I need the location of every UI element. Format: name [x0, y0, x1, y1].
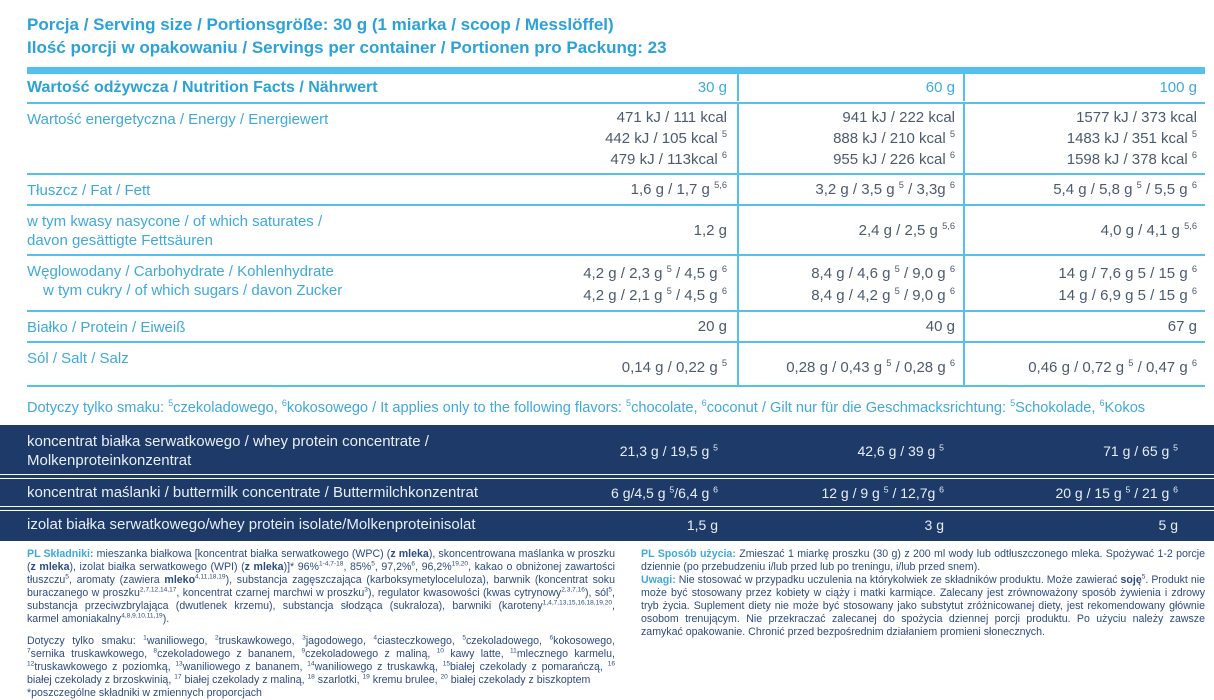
- energy-value-60g: 941 kJ / 222 kcal 888 kJ / 210 kcal $^5$ 955 kJ / 226 kcal $^6$: [833, 109, 955, 168]
- band-row-wpi: [0, 511, 1214, 541]
- row-label-carbohydrate: Węglowodany / Carbohydrate / Kohlenhydrate w tym cukry / of which sugars / davon Zucker: [27, 263, 343, 299]
- row-label-fat: Tłuszcz / Fat / Fett: [27, 182, 151, 199]
- band-row-buttermilk: [0, 479, 1214, 506]
- fat-value-30g: 1,6 g / 1,7 g $^{5,6}$: [630, 180, 727, 198]
- carbohydrate-value-30g: 4,2 g / 2,3 g $^5$ / 4,5 g $^6$ 4,2 g / 2,1 g $^5$ / 4,5 g $^6$: [583, 263, 727, 304]
- flavor-footnote: Dotyczy tylko smaku: $^1$waniliowego, $^2$truskawkowego, $^3$jagodowego, $^4$ciasteczkowego, $^5$czekoladowego, $^6$kokosowego, $^7$sernika truskawkowego, $^8$czekoladowego z bananem, $^9$czekoladowego z maliną, $^{10}$ kawy latte, $^{11}$mlecznego karmelu, $^{12}$truskawkowego z poziomką, $^{13}$waniliowego z bananem, $^{14}$waniliowego z truskawką, $^{15}$białej czekolady z pomarańczą, $^{16}$ białej czekolady z brzoskwinią, $^{17}$ białej czekolady z maliną, $^{18}$ szarlotki, $^{19}$ kremu brulee, $^{20}$ białej czekolady z biszkoptem: [27, 634, 615, 686]
- table-header-cell: [27, 74, 737, 102]
- protein-sources-band: [0, 425, 1214, 541]
- column-header-100g: 100 g: [963, 74, 1205, 101]
- serving-info: [0, 0, 1214, 59]
- saturates-value-30g: 1,2 g: [693, 221, 727, 239]
- saturates-value-100g: 4,0 g / 4,1 g $^{5,6}$: [1100, 220, 1197, 239]
- table-row-protein: [27, 312, 1205, 343]
- divider-bar: [27, 67, 1205, 74]
- table-row-fat: [27, 175, 1205, 206]
- buttermilk-value-30g: 6 g/4,5 g $^5$/6,4 g $^6$: [611, 483, 718, 501]
- table-row-energy: [27, 104, 1205, 175]
- salt-value-60g: 0,28 g / 0,43 g $^5$ / 0,28 g $^6$: [786, 358, 955, 376]
- band-label-wpi: izolat białka serwatkowego/whey protein isolate/Molkenproteinisolat: [27, 516, 476, 533]
- buttermilk-value-60g: 12 g / 9 g $^5$ / 12,7g $^6$: [821, 483, 944, 501]
- wpc-value-100g: 71 g / 65 g $^5$: [1103, 442, 1178, 459]
- fine-print: [27, 548, 1205, 700]
- band-label-wpc: koncentrat białka serwatkowego / whey protein concentrate / Molkenproteinkonzentrat: [27, 433, 429, 469]
- serving-size-line: Porcja / Serving size / Portionsgröße: 30 g (1 miarka / scoop / Messlöffel): [27, 15, 614, 34]
- carbohydrate-value-100g: 14 g / 7,6 g 5 / 15 g $^6$ 14 g / 6,9 g 5 / 15 g $^6$: [1058, 263, 1197, 304]
- asterisk-footnote: *poszczególne składniki w zmiennych proporcjach: [27, 687, 262, 699]
- usage-column: [641, 548, 1205, 700]
- row-label-saturates: w tym kwasy nasycone / of which saturates / davon gesättigte Fettsäuren: [27, 213, 323, 249]
- nutrition-table: [27, 74, 1205, 387]
- column-header-60g: 60 g: [737, 74, 963, 101]
- wpi-value-100g: 5 g: [1158, 516, 1178, 533]
- ingredients-paragraph: PL Składniki: mieszanka białkowa [koncentrat białka serwatkowego (WPC) (z mleka), skoncentrowana maślanka w proszku (z mleka), izolat białka serwatkowego (WPI) (z mleka)]* 96%$^{1-4,7-18}$, 85%$^5$, 97,2%$^6$, 96,2%$^{19,20}$, kakao o obniżonej zawartości tłuszczu$^5$, aromaty (zawiera mleko$^{4,11,18,19}$), substancja zagęszczająca (karboksymetyloceluloza), barwnik (koncentrat soku buraczanego w proszku$^{2,7,12,14,17}$, koncentrat czarnej marchwi w proszku$^3$), regulator kwasowości (kwas cytrynowy$^{2,3,7,16}$), sól$^5$, substancja przeciwzbrylająca (dwutlenek krzemu), substancja słodząca (sukraloza), barwniki (karoteny$^{1,4,7,13,15,16,18,19,20}$, karmel amoniakalny$^{4,8,9,10,11,19}$).: [27, 548, 615, 625]
- salt-value-100g: 0,46 g / 0,72 g $^5$ / 0,47 g $^6$: [1028, 358, 1197, 376]
- fat-value-60g: 3,2 g / 3,5 g $^5$ / 3,3g $^6$: [815, 180, 955, 198]
- buttermilk-value-100g: 20 g / 15 g $^5$ / 21 g $^6$: [1055, 483, 1178, 501]
- row-label-protein: Białko / Protein / Eiweiß: [27, 319, 186, 336]
- warnings-lead: Uwagi:: [641, 574, 676, 586]
- wpi-value-60g: 3 g: [924, 516, 944, 533]
- usage-paragraph: PL Sposób użycia: Zmieszać 1 miarkę proszku (30 g) z 200 ml wody lub odtłuszczonego mleka. Spożywać 1-2 porcje dziennie (po przebudzeniu i/lub przed lub po treningu, i/lub przed snem).: [641, 548, 1205, 573]
- protein-value-30g: 20 g: [697, 318, 727, 335]
- energy-value-100g: 1577 kJ / 373 kcal 1483 kJ / 351 kcal $^5$ 1598 kJ / 378 kcal $^6$: [1066, 109, 1197, 168]
- table-row-saturates: [27, 206, 1205, 256]
- protein-value-60g: 40 g: [925, 318, 955, 335]
- wpc-value-60g: 42,6 g / 39 g $^5$: [857, 442, 944, 459]
- saturates-value-60g: 2,4 g / 2,5 g $^{5,6}$: [858, 220, 955, 239]
- fat-value-100g: 5,4 g / 5,8 g $^5$ / 5,5 g $^6$: [1053, 180, 1197, 198]
- wpi-value-30g: 1,5 g: [686, 516, 718, 533]
- table-row-carbohydrate: [27, 256, 1205, 312]
- row-label-salt: Sól / Salt / Salz: [27, 350, 129, 367]
- servings-per-container-line: Ilość porcji w opakowaniu / Servings per container / Portionen pro Packung: 23: [27, 38, 667, 57]
- table-title: Wartość odżywcza / Nutrition Facts / Nährwert: [27, 79, 378, 96]
- wpc-value-30g: 21,3 g / 19,5 g $^5$: [619, 442, 718, 459]
- ingredients-column: [27, 548, 615, 700]
- column-header-30g: 30 g: [697, 79, 727, 96]
- band-row-wpc: [0, 425, 1214, 474]
- flavor-applicability-note: Dotyczy tylko smaku: $^5$czekoladowego, $^6$kokosowego / It applies only to the following flavors: $^5$chocolate, $^6$coconut / Gilt nur für die Geschmacksrichtung: $^5$Schokolade, $^6$Kokos: [27, 398, 1146, 416]
- usage-lead: PL Sposób użycia:: [641, 548, 736, 560]
- table-row-salt: [27, 343, 1205, 387]
- carbohydrate-value-60g: 8,4 g / 4,6 g $^5$ / 9,0 g $^6$ 8,4 g / 4,2 g $^5$ / 9,0 g $^6$: [811, 263, 955, 304]
- warnings-paragraph: Uwagi: Nie stosować w przypadku uczulenia na którykolwiek ze składników produktu. Może zawierać soję$^5$. Produkt nie może być stosowany przez kobiety w ciąży i matki karmiące. Zalecany jest zrównoważony sposób żywienia i zdrowy tryb życia. Suplement diety nie może być stosowany jako substytut zróżnicowanej diety, jest rekomendowany głównie osobom trenującym. Nie przekraczać zalecanej do spożycia dziennej porcji produktu. Po użyciu należy zawsze zamykać opakowanie. Chronić przed bezpośrednim działaniem promieni słonecznych.: [641, 573, 1205, 638]
- salt-value-30g: 0,14 g / 0,22 g $^5$: [621, 358, 727, 376]
- table-header-row: [27, 74, 1205, 104]
- energy-value-30g: 471 kJ / 111 kcal 442 kJ / 105 kcal $^5$ 479 kJ / 113kcal $^6$: [605, 109, 727, 168]
- ingredients-lead: PL Składniki:: [27, 548, 94, 560]
- protein-value-100g: 67 g: [1167, 318, 1197, 335]
- band-label-buttermilk: koncentrat maślanki / buttermilk concentrate / Buttermilchkonzentrat: [27, 484, 479, 501]
- row-label-energy: Wartość energetyczna / Energy / Energiewert: [27, 111, 329, 128]
